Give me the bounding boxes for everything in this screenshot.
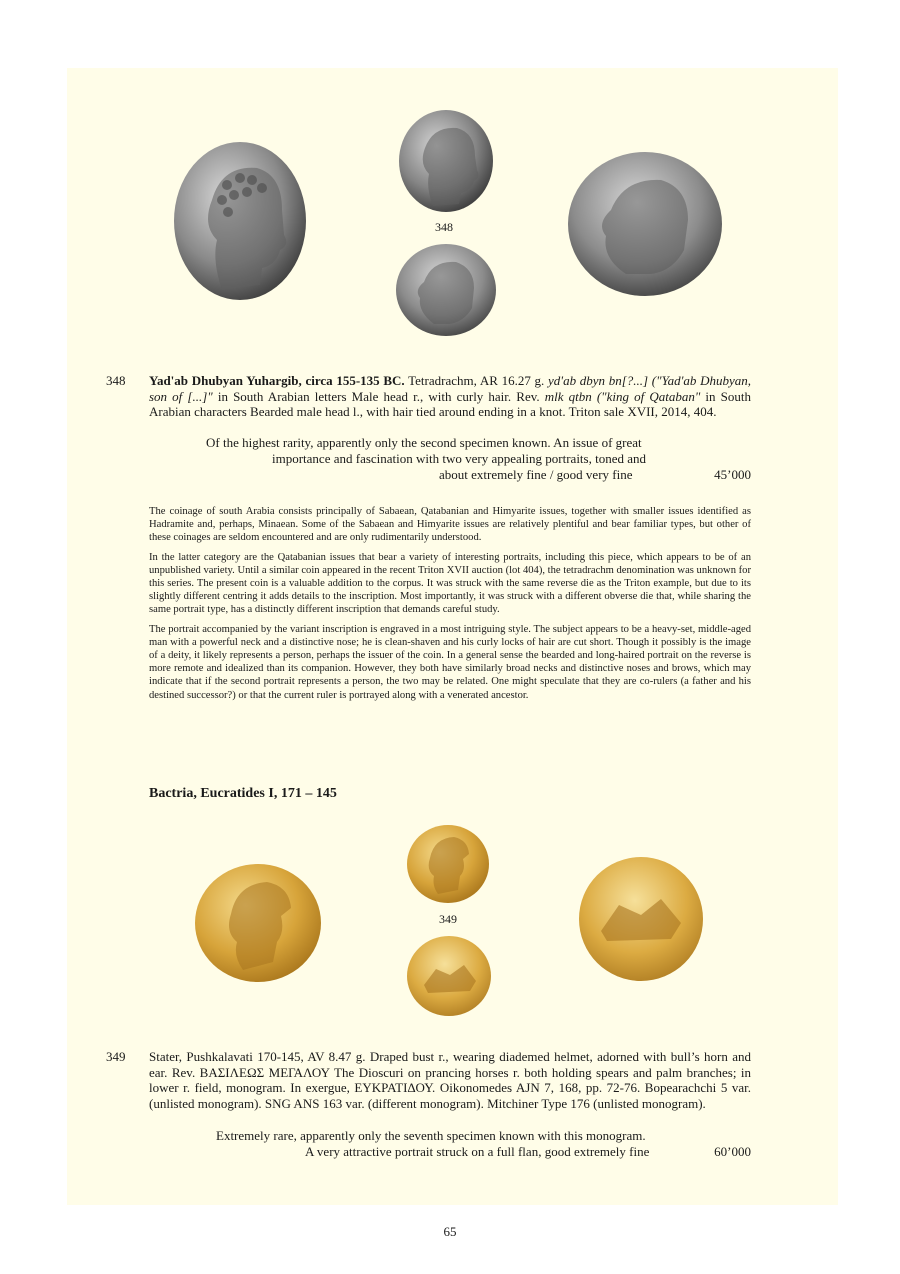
lot-number: 349 <box>106 1049 126 1064</box>
lot-number: 348 <box>106 373 126 388</box>
lot-349-condition-2: A very attractive portrait struck on a full flan, good extremely fine <box>305 1144 650 1159</box>
coin-349-label: 349 <box>439 912 457 926</box>
lot-348-reverse-desc: in South Arabian characters Bearded male head l., with hair tied around ending in a knot. Triton sale XVII, 2014, 404. <box>149 388 751 419</box>
lot-348-condition-1: Of the highest rarity, apparently only the second specimen known. An issue of great <box>206 435 642 450</box>
essay-paragraph: In the latter category are the Qatabanian issues that bear a variety of interesting portraits, including this piece, which appears to be of an unpublished variety. Until a similar coin appeared in the recent Triton XVII auction (lot 404), the tetradrachm denomination was unknown for this series. The present coin is a valuable addition to the corpus. It was struck with the same reverse die as the Triton example, but due to its slightly different centring it adds details to the inscription. Most importantly, it was struck with a different obverse die that, while sharing the same portrait type, has a distinctly different inscription that demands careful study. <box>149 551 751 616</box>
essay-paragraph: The coinage of south Arabia consists principally of Sabaean, Qatabanian and Himyarite issues, together with smaller issues identified as Hadramite and, perhaps, Minaean. Some of the Sabaean and Himyarite issues are relatively plentiful and bear familiar types, but other of these coinages are seldom encountered and are only rudimentarily understood. <box>149 506 751 544</box>
coin-348-obverse-small <box>397 108 495 214</box>
essay-paragraph: The portrait accompanied by the variant inscription is engraved in a most intriguing style. The subject appears to be a heavy-set, middle-aged man with a powerful neck and a distinctive nose; he is clean-shaven and his curly locks of hair are cut short. Though it possibly is the image of a deity, it likely represents a person, perhaps the issuer of the coin. In a general sense the bearded and long-haired portrait on the reverse is more remote and idealized than its companion. However, they both have similarly broad necks and distinctive noses and brows, which may indicate that if the second portrait represents a person, the two may be related. One might speculate that they are co-rulers (a father and his destined successor?) or that the current ruler is portrayed along with a venerated ancestor. <box>149 623 751 701</box>
coin-348-reverse-small <box>394 242 498 338</box>
coin-348-obverse-large <box>172 140 308 302</box>
coin-349-reverse-small <box>406 935 492 1017</box>
lot-349-description: Stater, Pushkalavati 170-145, AV 8.47 g. Draped bust r., wearing diademed helmet, adorned with bull’s horn and ear. Rev. ΒΑΣΙΛΕΩΣ ΜΕΓΑΛΟΥ The Dioscuri on prancing horses r. both holding spears and palm branches; in lower r. field, monogram. In exergue, ΕΥΚΡΑΤΙΔΟΥ. Oikonomedes AJN 7, 168, pp. 72-76. Bopearachchi 5 var. (unlisted monogram). SNG ANS 163 var. (different monogram). Mitchiner Type 176 (unlisted monogram). <box>149 1049 751 1111</box>
lot-348-condition-3: about extremely fine / good very fine <box>439 467 633 482</box>
lot-348-description <box>149 373 751 420</box>
lot-348-price: 45’000 <box>714 467 751 482</box>
section-title: Bactria, Eucratides I, 171 – 145 <box>149 786 337 801</box>
lot-348-condition-2: importance and fascination with two very appealing portraits, toned and <box>272 451 646 466</box>
coin-349-obverse-large <box>193 862 323 984</box>
coin-348-label: 348 <box>435 220 453 234</box>
coin-349-reverse-large <box>577 855 705 983</box>
lot-348-essay <box>149 505 751 708</box>
lot-348-denomination: Tetradrachm, AR 16.27 g. <box>404 373 549 388</box>
lot-349-price: 60’000 <box>714 1144 751 1159</box>
lot-348-title: Yad'ab Dhubyan Yuhargib, circa 155-135 BC. <box>149 373 405 388</box>
lot-348-obverse-desc: in South Arabian letters Male head r., with curly hair. Rev. <box>212 388 545 404</box>
coin-348-reverse-large <box>566 150 724 298</box>
lot-349-condition-1: Extremely rare, apparently only the seventh specimen known with this monogram. <box>216 1128 646 1143</box>
lot-348-reverse-legend: mlk qtbn ("king of Qataban" <box>544 388 701 404</box>
lot-348-obverse-legend: yd'ab dbyn bn[?...] ("Yad'ab Dhubyan, son of [...]" <box>149 373 752 404</box>
coin-349-obverse-small <box>406 824 490 904</box>
page-number: 65 <box>443 1224 457 1239</box>
